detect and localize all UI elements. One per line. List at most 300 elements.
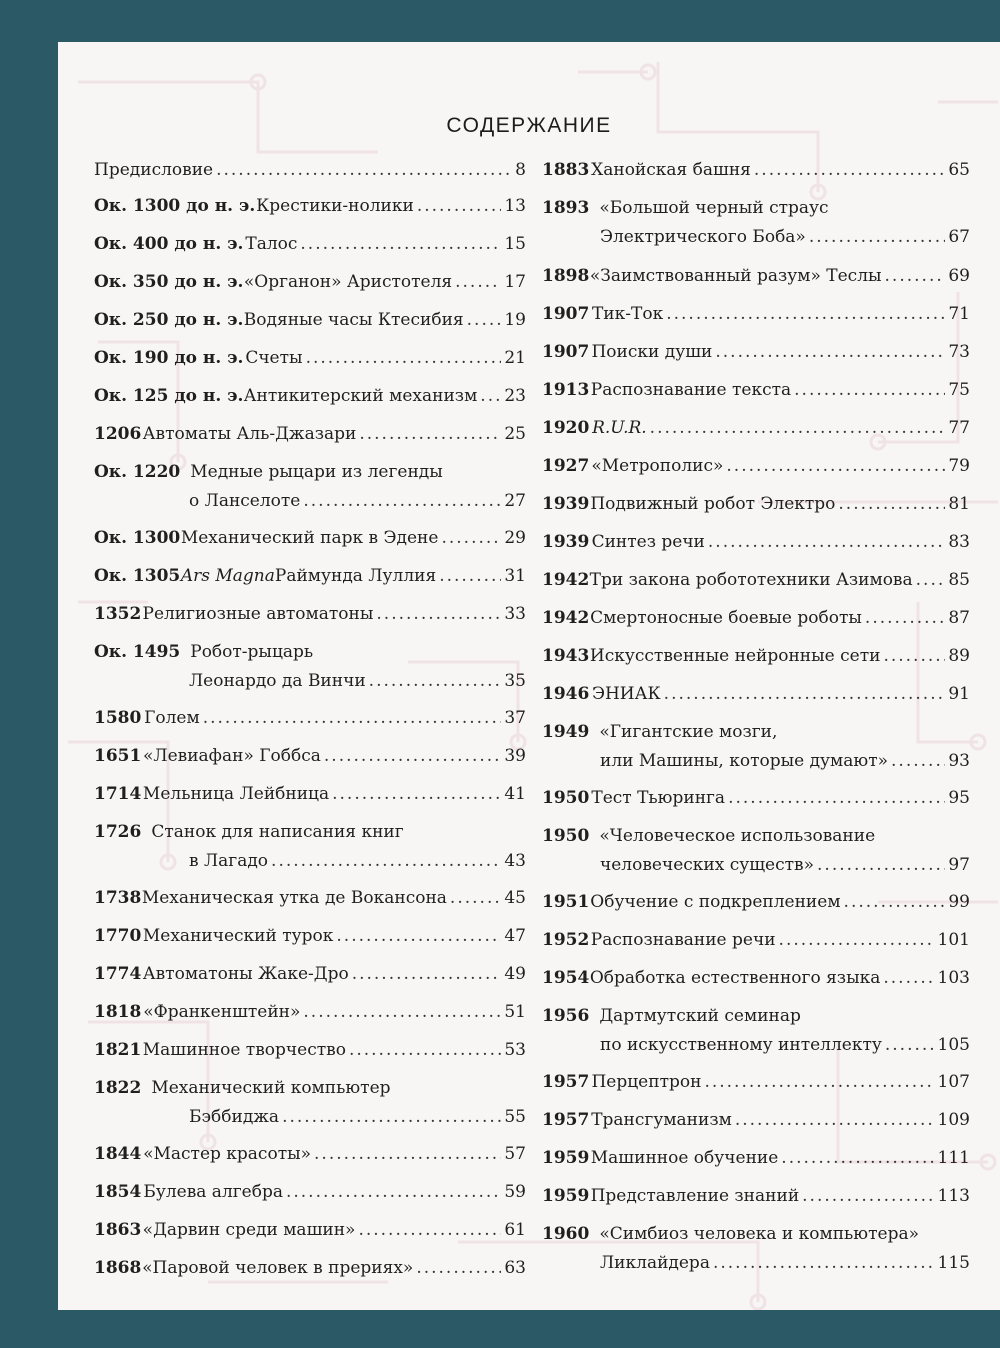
toc-entry-continuation [542, 1031, 970, 1060]
toc-year: 1951 [542, 892, 590, 912]
toc-entry [94, 344, 526, 373]
toc-entry-line [94, 268, 526, 297]
toc-year: 1946 [542, 684, 590, 704]
toc-entry-line [94, 1216, 526, 1245]
toc-title: «Заимствованный разум» Теслы [589, 266, 882, 286]
toc-page-number: 21 [504, 348, 526, 368]
toc-leader-dots [885, 1031, 935, 1060]
page-title: СОДЕРЖАНИЕ [446, 114, 612, 137]
toc-year: 1949 [542, 722, 590, 742]
toc-year: 1952 [542, 930, 590, 950]
toc-title: Предисловие [94, 160, 214, 180]
toc-leader-dots [708, 528, 945, 557]
toc-page-number: 75 [948, 380, 970, 400]
toc-year: 1950 [542, 826, 590, 846]
toc-entry-line [94, 524, 526, 553]
toc-entry [542, 1144, 970, 1173]
toc-entry-line [94, 1074, 526, 1103]
toc-leader-dots [735, 1106, 935, 1135]
toc-title: Дартмутский семинар [599, 1006, 801, 1026]
toc-title: «Дарвин среди машин» [142, 1220, 356, 1240]
toc-title: Талос [245, 234, 298, 254]
toc-title: Поиски души [591, 342, 713, 362]
toc-title: Счеты [245, 348, 303, 368]
toc-page-number: 87 [948, 608, 970, 628]
toc-entry [94, 268, 526, 297]
toc-title: «Гигантские мозги, [599, 722, 778, 742]
toc-page-number: 45 [504, 888, 526, 908]
toc-year: 1770 [94, 926, 142, 946]
toc-page-number: 35 [504, 670, 526, 691]
toc-leader-dots [664, 680, 946, 709]
toc-entry-line [542, 376, 970, 405]
toc-title: Антикитерский механизм [243, 386, 478, 406]
toc-page-number: 27 [504, 490, 526, 511]
toc-title: Искусственные нейронные сети [589, 646, 881, 666]
toc-title: Робот-рыцарь [190, 642, 314, 662]
toc-entry [542, 262, 970, 291]
toc-entry-line [94, 230, 526, 259]
toc-page-number: 81 [948, 494, 970, 514]
toc-title: «Франкенштейн» [143, 1002, 301, 1022]
toc-title: ЭНИАК [591, 684, 661, 704]
toc-year: 1651 [94, 746, 142, 766]
toc-leader-dots [314, 1140, 501, 1169]
toc-leader-dots [728, 784, 945, 813]
toc-title: Перцептрон [591, 1072, 702, 1092]
toc-entry-continuation [542, 1249, 970, 1278]
toc-title: Крестики-нолики [256, 196, 414, 216]
toc-entry [542, 528, 970, 557]
toc-entry [94, 1140, 526, 1169]
toc-title: Автоматоны Жаке-Дро [142, 964, 349, 984]
toc-year: 1883 [542, 160, 590, 180]
toc-year: 1898 [542, 266, 590, 286]
toc-entry-line [542, 1002, 970, 1031]
toc-title-continued: Бэббиджа [189, 1106, 280, 1127]
toc-title: «Левиафан» Гоббса [143, 746, 321, 766]
toc-title-continued: Электрического Боба» [600, 226, 806, 247]
toc-entry [542, 1182, 970, 1211]
toc-entry [542, 1220, 970, 1277]
toc-page-number: 53 [504, 1040, 526, 1060]
toc-page-number: 115 [937, 1252, 970, 1273]
toc-leader-dots [441, 524, 501, 553]
toc-page-number: 33 [504, 604, 526, 624]
toc-entry-line [94, 420, 526, 449]
toc-title: Тест Тьюринга [591, 788, 726, 808]
toc-year: 1907 [542, 342, 590, 362]
toc-year: 1774 [94, 964, 142, 984]
toc-entry-line [94, 156, 526, 185]
toc-entry [94, 1036, 526, 1065]
toc-page-number: 113 [937, 1186, 970, 1206]
toc-title: Три закона робототехники Азимова [589, 570, 913, 590]
toc-entry-line [542, 642, 970, 671]
toc-leader-dots [376, 600, 501, 629]
toc-leader-dots [802, 1182, 934, 1211]
toc-year: 1893 [542, 198, 590, 218]
toc-entry-continuation [94, 487, 526, 516]
toc-entry [542, 452, 970, 481]
toc-title: «Человеческое использование [599, 826, 876, 846]
toc-title: «Симбиоз человека и компьютера» [599, 1224, 919, 1244]
toc-entry-line [94, 960, 526, 989]
toc-year: Ок. 1300 [94, 528, 181, 548]
toc-page-number: 19 [504, 310, 526, 330]
toc-year: 1956 [542, 1006, 590, 1026]
toc-entry-continuation [94, 667, 526, 696]
toc-entry [94, 458, 526, 515]
toc-leader-dots [704, 1068, 934, 1097]
toc-entry [542, 338, 970, 367]
toc-year: 1726 [94, 822, 142, 842]
toc-leader-dots [306, 344, 502, 373]
toc-leader-dots [332, 780, 501, 809]
toc-leader-dots [891, 747, 945, 776]
toc-year: 1939 [542, 532, 590, 552]
toc-title: Подвижный робот Электро [590, 494, 836, 514]
toc-entry [94, 638, 526, 695]
toc-entry-line [94, 192, 526, 221]
toc-entry-line [94, 704, 526, 733]
toc-entry [542, 414, 970, 443]
toc-entry [94, 922, 526, 951]
toc-leader-dots [885, 262, 946, 291]
toc-entry-line [542, 926, 970, 955]
toc-title: Смертоносные боевые роботы [590, 608, 862, 628]
toc-title: Булева алгебра [143, 1182, 283, 1202]
toc-title: Религиозные автоматоны [142, 604, 374, 624]
toc-page-number: 39 [504, 746, 526, 766]
toc-title: Обучение с подкреплением [590, 892, 841, 912]
toc-title: Водяные часы Ктесибия [243, 310, 464, 330]
toc-title-italic: Ars Magna [180, 566, 275, 586]
toc-entry-line [542, 194, 970, 223]
toc-entry-line [94, 1036, 526, 1065]
toc-title: Трансгуманизм [591, 1110, 732, 1130]
toc-page-number: 23 [504, 386, 526, 406]
toc-title: Распознавание речи [590, 930, 776, 950]
toc-leader-dots [271, 847, 501, 876]
toc-leader-dots [650, 414, 946, 443]
toc-year: 1942 [542, 608, 590, 628]
toc-page-number: 55 [504, 1106, 526, 1127]
toc-leader-dots [713, 1249, 935, 1278]
toc-entry-line [94, 638, 526, 667]
toc-title: «Мастер красоты» [143, 1144, 312, 1164]
toc-year: 1943 [542, 646, 590, 666]
toc-title: Машинное обучение [590, 1148, 779, 1168]
toc-title: Механический турок [142, 926, 334, 946]
toc-title: «Метрополис» [591, 456, 724, 476]
toc-leader-dots [417, 192, 502, 221]
toc-page-number: 61 [504, 1220, 526, 1240]
toc-page-number: 77 [948, 418, 970, 438]
toc-page-number: 105 [937, 1034, 970, 1055]
toc-page-number: 85 [948, 570, 970, 590]
toc-entry-line [542, 964, 970, 993]
toc-leader-dots [817, 851, 945, 880]
toc-entry [94, 780, 526, 809]
toc-title: Механический парк в Эдене [180, 528, 439, 548]
toc-entry-line [542, 1182, 970, 1211]
toc-entry [542, 718, 970, 775]
toc-year: 1854 [94, 1182, 142, 1202]
toc-entry-line [94, 780, 526, 809]
toc-leader-dots [303, 998, 501, 1027]
toc-entry [94, 382, 526, 411]
toc-entry-line [542, 1106, 970, 1135]
toc-year: Ок. 1300 до н. э. [94, 196, 256, 216]
toc-entry-line [542, 490, 970, 519]
toc-entry-line [542, 1220, 970, 1249]
toc-page-number: 83 [948, 532, 970, 552]
toc-year: 1352 [94, 604, 142, 624]
toc-entry-line [94, 1140, 526, 1169]
toc-page-number: 107 [937, 1072, 970, 1092]
toc-entry [94, 884, 526, 913]
toc-year: 1822 [94, 1078, 142, 1098]
toc-title: Голем [144, 708, 200, 728]
toc-title-continued: Ликлайдера [600, 1252, 710, 1273]
toc-page-number: 25 [504, 424, 526, 444]
toc-title: Распознавание текста [590, 380, 792, 400]
toc-entry [94, 562, 526, 591]
toc-title: Представление знаний [590, 1186, 800, 1206]
toc-entry-line [542, 604, 970, 633]
toc-entry-line [94, 562, 526, 591]
toc-year: 1738 [94, 888, 142, 908]
toc-leader-dots [450, 884, 501, 913]
book-page [58, 42, 1000, 1310]
toc-leader-dots [324, 742, 501, 771]
toc-entry [542, 680, 970, 709]
toc-entry-line [542, 262, 970, 291]
toc-entry [542, 490, 970, 519]
toc-entry [94, 1216, 526, 1245]
toc-page-number: 71 [948, 304, 970, 324]
toc-leader-dots [754, 156, 945, 185]
toc-entry-line [542, 156, 970, 185]
toc-page-number: 15 [504, 234, 526, 254]
toc-entry [542, 156, 970, 185]
toc-entry [94, 704, 526, 733]
toc-page-number: 31 [504, 566, 526, 586]
toc-leader-dots [726, 452, 945, 481]
toc-year: Ок. 250 до н. э. [94, 310, 244, 330]
toc-entry-line [94, 922, 526, 951]
toc-entry-line [542, 1068, 970, 1097]
toc-title: Обработка естественного языка [589, 968, 881, 988]
toc-page-number: 73 [948, 342, 970, 362]
toc-entry-line [94, 458, 526, 487]
toc-year: 1844 [94, 1144, 142, 1164]
toc-entry [94, 818, 526, 875]
toc-entry-line [542, 680, 970, 709]
toc-title-continued: по искусственному интеллекту [600, 1034, 882, 1055]
toc-leader-dots [779, 926, 935, 955]
toc-entry-line [542, 718, 970, 747]
toc-year: Ок. 350 до н. э. [94, 272, 244, 292]
toc-entry-line [94, 742, 526, 771]
toc-page-number: 89 [948, 646, 970, 666]
toc-year: 1959 [542, 1148, 590, 1168]
toc-entry [542, 964, 970, 993]
toc-leader-dots [416, 1254, 501, 1283]
toc-year: 1957 [542, 1110, 590, 1130]
toc-leader-dots [349, 1036, 501, 1065]
toc-year: 1863 [94, 1220, 142, 1240]
toc-entry [94, 230, 526, 259]
toc-entry [542, 822, 970, 879]
toc-page-number: 97 [948, 854, 970, 875]
toc-year: Ок. 125 до н. э. [94, 386, 244, 406]
toc-page-number: 43 [504, 850, 526, 871]
toc-title: «Большой черный страус [599, 198, 829, 218]
toc-page-number: 47 [504, 926, 526, 946]
toc-entry [94, 156, 526, 185]
toc-entry [94, 600, 526, 629]
toc-entry [542, 566, 970, 595]
toc-entry-line [542, 1144, 970, 1173]
toc-year: Ок. 400 до н. э. [94, 234, 244, 254]
toc-entry-line [542, 528, 970, 557]
toc-year: Ок. 1220 [94, 462, 181, 482]
toc-entry-line [94, 344, 526, 373]
toc-entry-line [542, 566, 970, 595]
toc-page-number: 69 [948, 266, 970, 286]
toc-entry [94, 998, 526, 1027]
toc-year: 1957 [542, 1072, 590, 1092]
toc-leader-dots [809, 223, 946, 252]
toc-entry-line [542, 822, 970, 851]
toc-title-continued: или Машины, которые думают» [600, 750, 889, 771]
toc-year: 1206 [94, 424, 142, 444]
toc-entry-continuation [542, 223, 970, 252]
toc-title: Мельница Лейбница [142, 784, 330, 804]
toc-entry-line [94, 818, 526, 847]
toc-entry [542, 1002, 970, 1059]
toc-leader-dots [358, 1216, 501, 1245]
toc-title-continued: в Лагадо [189, 850, 269, 871]
toc-page-number: 111 [937, 1148, 970, 1168]
toc-year: 1714 [94, 784, 142, 804]
toc-year: 1913 [542, 380, 590, 400]
toc-entry-line [542, 784, 970, 813]
toc-leader-dots [865, 604, 945, 633]
toc-entry [94, 306, 526, 335]
toc-leader-dots [300, 230, 501, 259]
toc-page-number: 95 [948, 788, 970, 808]
toc-page-number: 99 [948, 892, 970, 912]
toc-page-number: 57 [504, 1144, 526, 1164]
toc-leader-dots [286, 1178, 501, 1207]
toc-entry-continuation [94, 1103, 526, 1132]
toc-year: Ок. 1305 [94, 566, 181, 586]
toc-entry [542, 604, 970, 633]
toc-entry-line [542, 888, 970, 917]
toc-page-number: 37 [504, 708, 526, 728]
toc-page-number: 63 [504, 1258, 526, 1278]
toc-entry-line [542, 338, 970, 367]
toc-entry-line [542, 452, 970, 481]
toc-title-italic: R.U.R. [592, 418, 647, 438]
toc-entry [542, 642, 970, 671]
toc-year: 1939 [542, 494, 590, 514]
toc-leader-dots [916, 566, 946, 595]
toc-entry-line [94, 998, 526, 1027]
toc-year: 1959 [542, 1186, 590, 1206]
toc-title: «Паровой человек в прериях» [142, 1258, 414, 1278]
toc-page-number: 65 [948, 160, 970, 180]
toc-page-number: 59 [504, 1182, 526, 1202]
toc-page-number: 17 [504, 272, 526, 292]
toc-leader-dots [781, 1144, 934, 1173]
toc-entry [542, 926, 970, 955]
toc-page-number: 51 [504, 1002, 526, 1022]
toc-leader-dots [883, 642, 945, 671]
toc-year: 1950 [542, 788, 590, 808]
toc-year: Ок. 1495 [94, 642, 181, 662]
toc-title: Медные рыцари из легенды [190, 462, 443, 482]
toc-title: Ханойская башня [591, 160, 751, 180]
toc-year: 1942 [542, 570, 590, 590]
toc-entry [94, 1178, 526, 1207]
toc-entry-continuation [542, 747, 970, 776]
toc-page-number: 91 [948, 684, 970, 704]
toc-entry-line [542, 414, 970, 443]
toc-leader-dots [844, 888, 946, 917]
toc-page-number: 29 [504, 528, 526, 548]
toc-entry [542, 1106, 970, 1135]
toc-year: 1920 [542, 418, 590, 438]
toc-leader-dots [203, 704, 502, 733]
toc-entry [542, 784, 970, 813]
toc-page-number: 41 [504, 784, 526, 804]
toc-leader-dots [359, 420, 501, 449]
toc-entry [94, 1254, 526, 1283]
toc-year: 1927 [542, 456, 590, 476]
toc-leader-dots [352, 960, 502, 989]
toc-page-number: 101 [937, 930, 970, 950]
toc-leader-dots [455, 268, 501, 297]
toc-entry-line [94, 884, 526, 913]
toc-entry-continuation [94, 847, 526, 876]
toc-title: Тик-Ток [591, 304, 664, 324]
toc-title-continued: человеческих существ» [600, 854, 815, 875]
toc-page-number: 79 [948, 456, 970, 476]
toc-title: Механический компьютер [151, 1078, 391, 1098]
toc-title: Машинное творчество [142, 1040, 346, 1060]
toc-leader-dots [666, 300, 945, 329]
toc-leader-dots [467, 306, 502, 335]
toc-leader-dots [883, 964, 934, 993]
toc-title: Синтез речи [591, 532, 705, 552]
toc-leader-dots [480, 382, 501, 411]
toc-year: 1868 [94, 1258, 142, 1278]
toc-entry-line [94, 600, 526, 629]
toc-leader-dots [336, 922, 501, 951]
toc-title-continued: о Ланселоте [189, 490, 301, 511]
toc-leader-dots [216, 156, 512, 185]
toc-entry [94, 192, 526, 221]
toc-page-number: 49 [504, 964, 526, 984]
toc-entry [94, 524, 526, 553]
toc-leader-dots [715, 338, 945, 367]
toc-year: Ок. 190 до н. э. [94, 348, 244, 368]
toc-entry [542, 1068, 970, 1097]
